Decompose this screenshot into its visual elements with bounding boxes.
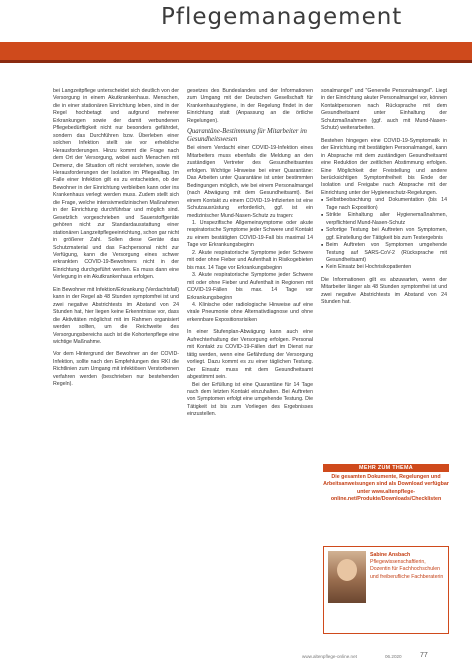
info-box (323, 464, 449, 504)
column-2 (187, 88, 313, 419)
paragraph: Vor dem Hintergrund der Bewohner an der COVID-Infektion, sollte nach den Empfehlungen des RKI die Richtlinien zum Umgang mit infektiösen Verstorbenen verfahren werden (beschrieben nur bestehenden Regeln). (53, 351, 179, 388)
author-bio: Pflegewissenschaftlerin, Dozentin für Fachhochschulen und freiberufliche Fachberaterin (370, 559, 444, 580)
list-item: ■ Sofortige Testung bei Auftreten von Symptomen, ggf. Einstellung der Tätigkeit bis zum Testergebnis (321, 227, 447, 242)
author-box (323, 546, 449, 634)
header-rule (0, 42, 472, 60)
author-photo (328, 551, 366, 603)
list-item: 2. Akute respiratorische Symptome jeder Schwere mit oder ohne Fieber und Aufenthalt in Risikogebieten bis max. 14 Tage vor Erkrankungsbeginn (187, 249, 313, 271)
list-item: ■ Selbstbeobachtung und Dokumentation (bis 14 Tage nach Exposition) (321, 197, 447, 212)
list-item: 1. Unspezifische Allgemeinsymptome oder akute respiratorische Symptome jeder Schwere und Kontakt zu einem bestätigten COVID-19-Fall bis maximal 14 Tage vor Erkrankungsbeginn (187, 219, 313, 249)
author-info (370, 552, 447, 581)
paragraph: Die Informationen gilt es abzuwarten, wenn der Mitarbeiter länger als 48 Stunden symptomfrei ist und zwei negative Abstrichtests im Abstand von 24 Stunden hat. (321, 276, 447, 306)
paragraph: Bei der Erfüllung ist eine Quarantäne für 14 Tage nach dem letzten Kontakt einzuhalten. Bei Auftreten von Symptomen erfolgt eine umgehende Testung. Die Tätigkeit ist bis zum Vorliegen des Ergebnisses einzustellen. (187, 381, 313, 418)
page-number: 77 (420, 652, 428, 659)
subheading: Quarantäne-Bestimmung für Mitarbeiter im Gesundheitswesen (187, 128, 307, 143)
list-item: ■ Kein Einsatz bei Hochrisikopatienten (321, 264, 447, 271)
bullet-list (321, 197, 447, 272)
info-box-title: MEHR ZUM THEMA (323, 464, 449, 472)
page-header (0, 0, 472, 64)
paragraph: bei Langzeitpflege unterscheidet sich deutlich von der Versorgung in einem Akutkrankenhaus. Menschen, die in einer stationären Einrichtung leben, sind in der Regel hochbetagt und aufgrund mehrerer Erkrankungen sowie der damit verbundenen Pflegebedürftigkeit nicht nur besonders gefährdet, sondern das Durchführen bzw. Überleben einer solchen Infektion stellt sie vor erhebliche Herausforderungen. Hinzu kommt die Frage nach dem Ort der Versorgung, wobei auch Menschen mit Demenz, die Situation oft nicht verstehen, sowie die Herausforderungen der Isolation im Pflegealltag. Im Falle einer Infektion gilt es zu entscheiden, ob der Bewohner in der Einrichtung verbleiben kann oder ins Krankenhaus verlegt werden muss. Zudem stellt sich die Frage, welche intensivmedizinischen Maßnahmen in der Einrichtung durchführbar und möglich sind. Gesetzlich vorgeschrieben und Sauerstoffgeräte gehören nicht zur Standardausstattung einer stationären Langzeitpflegeeinrichtung, schon gar nicht in größerer Zahl. Sollen diese Geräte das Schutzmaterial und das Fachpersonal nicht zur Verfügung, kann die Versorgung eines schwer erkrankten COVID-19-Bewohners nicht in der Einrichtung durchgeführt werden. Es muss dann eine Verlegung in ein Akutkrankenhaus erfolgen. (53, 88, 179, 281)
paragraph: gesetzes des Bundeslandes und der Informationen zum Umgang mit der Deutschen Gesellschaft für Krankenhaushygiene, in der Regelung findet in der Einrichtung statt (Anpassung an die örtliche Regelungen). (187, 88, 313, 124)
footer-url[interactable]: www.altenpflege-online.net (302, 654, 357, 659)
footer-date: 06.2020 (385, 654, 402, 659)
paragraph: sonalmangel" und "Generelle Personalmangel". Liegt in der Einrichtung akuter Personalmangel vor, können Kontaktpersonen nach Rücksprache mit dem Gesundheitsamt unter Einhaltung der Schutzmaßnahmen (ggf. auch mit Mund-Nasen-Schutz) weiterarbeiten. (321, 88, 447, 132)
list-item: ■ Strikte Einhaltung aller Hygienemaßnahmen, verpflichtend Mund-Nasen-Schutz (321, 212, 447, 227)
column-3 (321, 88, 447, 307)
info-box-text[interactable]: Die gesamten Dokumente, Regelungen und Arbeitsanweisungen sind als Download verfügbar unter www.altenpflege-online.net/Produkte/Downloads/Checklisten (323, 474, 449, 503)
column-1 (53, 88, 179, 389)
paragraph: Ein Bewohner mit Infektion/Erkrankung (Verdachtsfall) kann in der Regel ab 48 Stunden symptomfrei ist und zwei negative Abstrichtests im Abstand von 24 Stunden hat, hier liegen keine Erkenntnisse vor, dass die Aktivitäten möglichst mit im Rahmen organisiert werden sollten, um die Reichweite des Versorgungsbereichs auch ist die Kohortenpflege eine wichtige Maßnahme. (53, 286, 179, 345)
section-title: Pflegemanagement (161, 4, 403, 30)
list-item: ■ Beim Auftreten von Symptomen umgehende Testung auf SARS-CoV-2 (Rücksprache mit Gesundheitsamt) (321, 242, 447, 264)
list-item: 4. Klinische oder radiologische Hinweise auf eine virale Pneumonie ohne Alternativdiagnose und ohne erkennbare Expositionsrisiken (187, 301, 313, 323)
paragraph: Bei einem Verdacht einer COVID-19-Infektion eines Mitarbeiters muss ebenfalls die Meldung an den zuständigen Vertreter des Gesundheitsamtes erfolgen. Wichtige Hinweise bei einer Quarantäne: Das Arbeiten unter Quarantäne ist unter bestimmten Bedingungen möglich, wie bei einem Personalmangel (nach Abwägung mit dem Gesundheitsamt). Bei einem Kontakt zu einem COVID-19-Infizierten ist eine Schutzausrüstung erforderlich, ggf. ist ein medizinischer Mund-Nasen-Schutz zu tragen: (187, 145, 313, 219)
author-name: Sabine Ansbach (370, 552, 411, 558)
list-item: 3. Akute respiratorische Symptome jeder Schwere mit oder ohne Fieber und Aufenthalt in Regionen mit COVID-19-Fällen bis max. 14 Tage vor Erkrankungsbeginn (187, 272, 313, 301)
paragraph: In einer Stufenplan-Abwägung kann auch eine Aufrechterhaltung der Versorgung erfolgen. Personal mit Kontakt zu COVID-19-Fällen darf im Dienst nur tätig werden, wenn eine Gefährdung der Versorgung vorliegt. Dazu kommt es zu einer täglichen Testung. Der Einsatz muss mit dem Gesundheitsamt abgestimmt sein. (187, 329, 313, 381)
paragraph: Bestehen hingegen eine COVID-19-Symptomatik in der Einrichtung mit bestätigten Personalmangel, kann in Absprache mit dem zuständigen Gesundheitsamt eine Reduktion der zeitlichen Abstimmung erfolgen. Eine Möglichkeit der Freistellung und andere berücksichtigen Symptomfreiheit bis Ende der Isolation und Freigabe nach Absprache mit der Einrichtung unter der Hygieneschutz-Regelungen. (321, 137, 447, 196)
